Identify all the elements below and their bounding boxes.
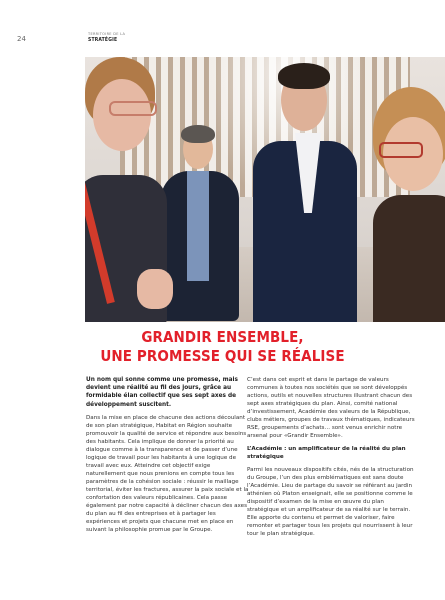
section-kicker: TERRITOIRE DE LA bbox=[88, 32, 126, 36]
section-title: STRATÉGIE bbox=[88, 37, 118, 43]
person-man-right bbox=[265, 69, 355, 322]
body-paragraph: C’est dans cet esprit et dans le partage de valeurs communes à toutes nos sociétés que se sont développés actions, outils et nouvelles structures illustrant chacun des sept axes stratégiques du plan. Ainsi, comité national d’investissement, Académie des valeurs de la République, clubs métiers, groupes de travaux thématiques, indicateurs RSE, groupements d’achats… sont venus enrichir notre arsenal pour «Grandir Ensemble». bbox=[247, 377, 415, 439]
body-paragraph: Dans la mise en place de chacune des actions découlant de son plan stratégique, Habitat en Région souhaite promouvoir la qualité de service et répondre aux besoins des habitants. Cela implique de donner la priorité au dialogue comme à la transparence et de passer d’une logique de travail pour les habitants à une logique de travail avec eux. Atteindre cet objectif exige naturellement que nous prenions en compte tous les paramètres de la cohésion sociale : réussir le maillage territorial, éviter les fractures, assurer la paix sociale et la confortation des valeurs républicaines. Cela passe également par notre capacité à décliner chacun des axes du plan au fil des entreprises et à partager les expériences et projets que chacune met en place en suivant la philosophie promue par le Groupe. bbox=[86, 414, 249, 533]
team-photo bbox=[85, 57, 445, 322]
headline bbox=[0, 328, 445, 366]
left-column bbox=[86, 376, 249, 539]
person-woman-right bbox=[373, 87, 445, 322]
page-number: 24 bbox=[17, 35, 26, 43]
section-header bbox=[88, 32, 125, 43]
headline-line-1: GRANDIR ENSEMBLE, bbox=[141, 328, 304, 346]
right-column bbox=[247, 376, 415, 543]
headline-line-2: UNE PROMESSE QUI SE RÉALISE bbox=[100, 347, 345, 365]
person-woman-left bbox=[85, 57, 195, 322]
body-paragraph: Parmi les nouveaux dispositifs cités, nés de la structuration du Groupe, l’un des plus emblématiques est sans doute l’Académie. Lieu de partage du savoir se référant au jardin athénien où Platon enseignait, elle se positionne comme le dispositif d’examen de la mise en œuvre du plan stratégique et un amplificateur de sa réalité sur le terrain. Elle apporte du contenu et permet de valoriser, faire remonter et partager tous les projets qui nourrissent à leur tour le plan stratégique. bbox=[247, 467, 414, 537]
subheading: L’Académie : un amplificateur de la réalité du plan stratégique bbox=[247, 446, 406, 460]
lead-paragraph: Un nom qui sonne comme une promesse, mais devient une réalité au fil des jours, grâce au formidable élan collectif que ses sept axes de développement suscitent. bbox=[86, 377, 238, 408]
